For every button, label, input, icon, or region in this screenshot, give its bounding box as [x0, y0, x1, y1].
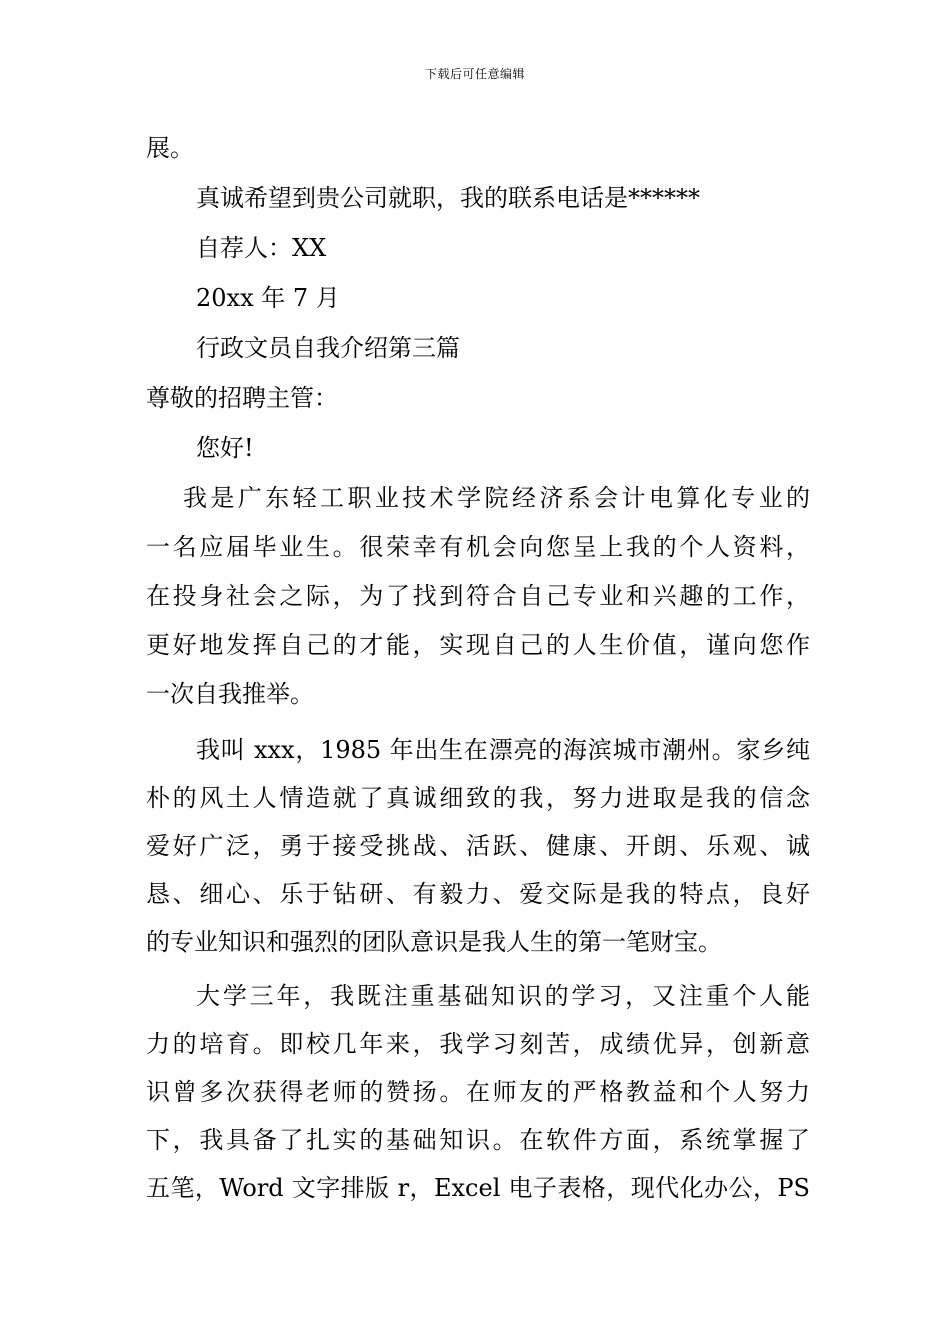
greeting: 您好!: [196, 434, 254, 462]
text-line: 展。: [146, 134, 194, 162]
text-line: 识曾多次获得老师的赞扬。在师友的严格教益和个人努力: [146, 1078, 810, 1106]
text-line: 爱好广泛，勇于接受挑战、活跃、健康、开朗、乐观、诚: [146, 832, 810, 860]
text-line: 下，我具备了扎实的基础知识。在软件方面，系统掌握了: [146, 1126, 810, 1154]
text-line: 在投身社会之际，为了找到符合自己专业和兴趣的工作，: [146, 582, 810, 610]
section-title: 行政文员自我介绍第三篇: [196, 334, 460, 362]
salutation: 尊敬的招聘主管：: [146, 384, 338, 412]
text-line: 我是广东轻工职业技术学院经济系会计电算化专业的: [183, 484, 810, 512]
text-line: 大学三年，我既注重基础知识的学习，又注重个人能: [196, 982, 810, 1010]
page-header: 下载后可任意编辑: [424, 67, 525, 81]
text-line: 的专业知识和强烈的团队意识是我人生的第一笔财宝。: [146, 928, 722, 956]
text-line: 恳、细心、乐于钻研、有毅力、爱交际是我的特点，良好: [146, 880, 810, 908]
text-line: 五笔，Word 文字排版 r，Excel 电子表格，现代化办公，PS: [146, 1174, 810, 1202]
text-line: 我叫 xxx，1985 年出生在漂亮的海滨城市潮州。家乡纯: [196, 736, 810, 764]
text-line: 一次自我推举。: [146, 680, 314, 708]
text-line: 朴的风土人情造就了真诚细致的我，努力进取是我的信念: [146, 784, 810, 812]
text-line: 自荐人：XX: [196, 234, 327, 262]
text-line: 力的培育。即校几年来，我学习刻苦，成绩优异，创新意: [146, 1030, 810, 1058]
text-line: 更好地发挥自己的才能，实现自己的人生价值，谨向您作: [146, 631, 810, 659]
text-line: 真诚希望到贵公司就职，我的联系电话是******: [196, 184, 700, 212]
text-line: 一名应届毕业生。很荣幸有机会向您呈上我的个人资料，: [146, 533, 810, 561]
text-line: 20xx 年 7 月: [196, 284, 340, 312]
